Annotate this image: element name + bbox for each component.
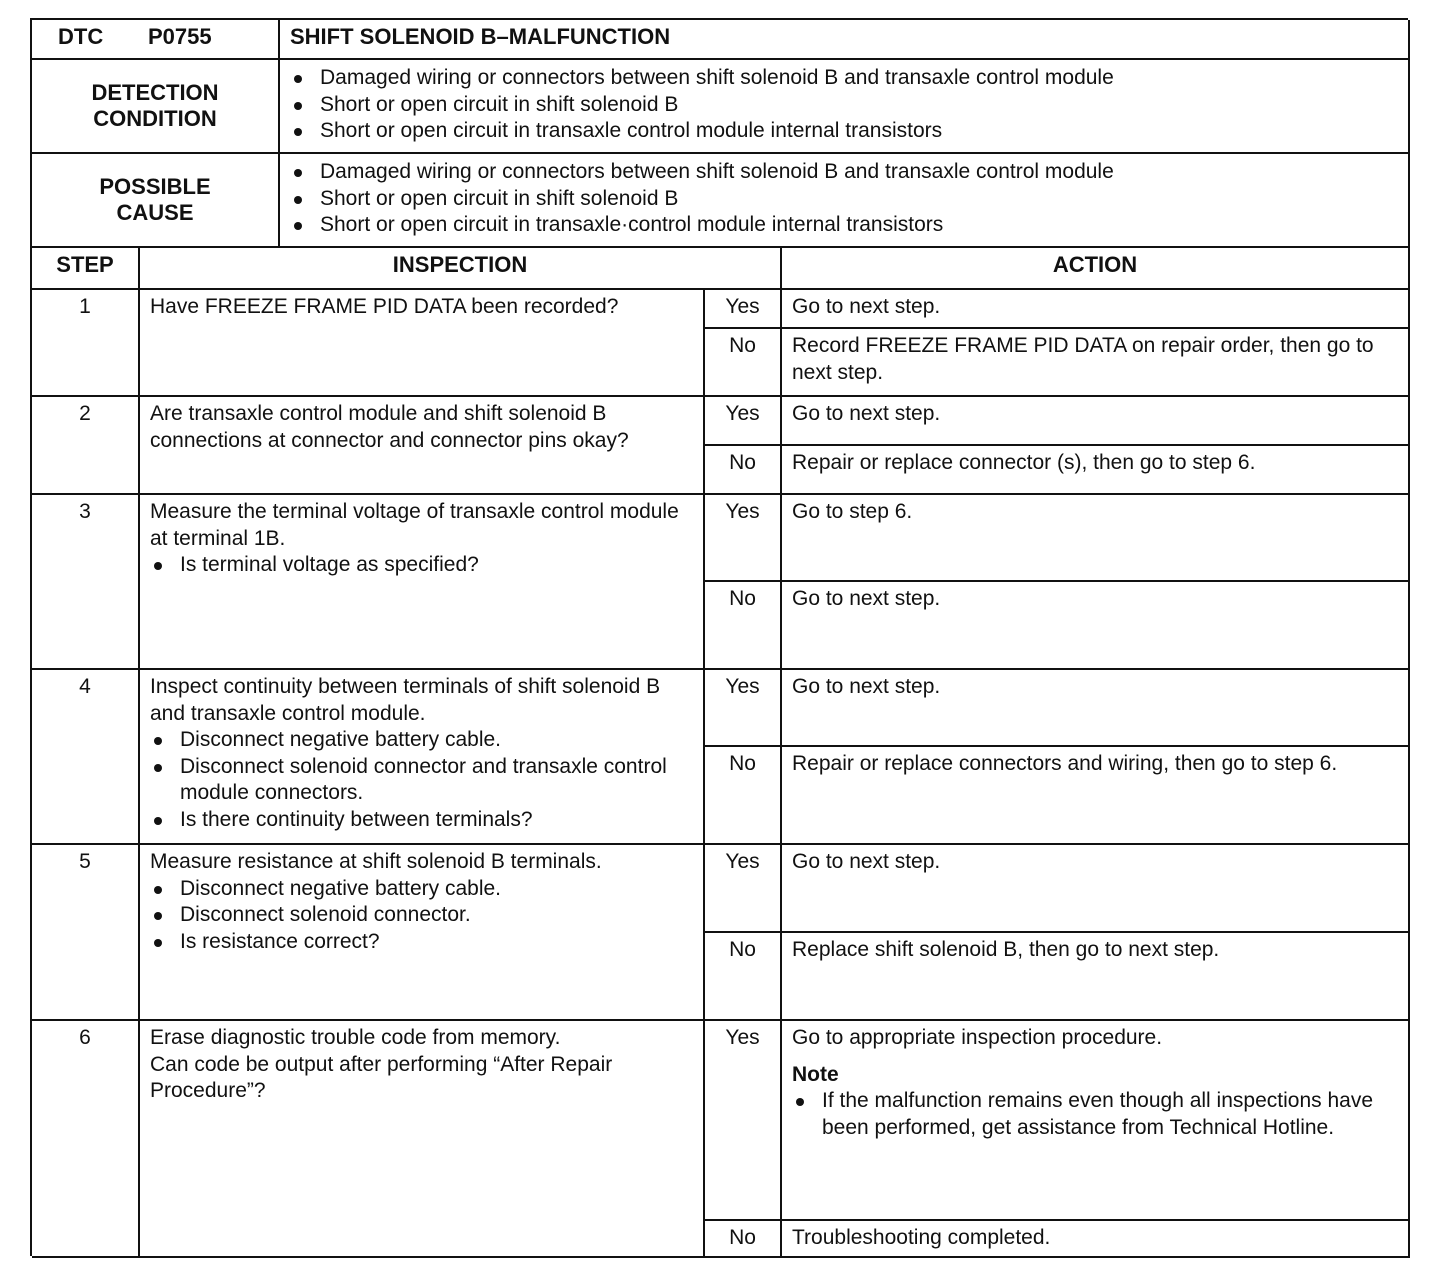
yes-label-cell [705, 845, 782, 933]
no-label-cell [705, 747, 782, 845]
yes-label: Yes [725, 850, 760, 873]
no-label: No [729, 752, 756, 775]
yes-action-cell [782, 290, 1410, 329]
yes-label-cell [705, 290, 782, 329]
detection-item: Short or open circuit in shift solenoid B [290, 92, 1398, 119]
bullet-item: Disconnect negative battery cable. [150, 876, 693, 903]
no-label-cell [705, 446, 782, 495]
action-header [782, 248, 1410, 290]
yes-action-cell [782, 397, 1410, 446]
no-label-cell [705, 1221, 782, 1258]
step-number: 5 [79, 850, 91, 873]
step-number-cell [32, 290, 140, 397]
dtc-title-cell [280, 20, 1410, 60]
text-line: Record FREEZE FRAME PID DATA on repair order, then go to next step. [792, 334, 1374, 384]
no-label: No [729, 938, 756, 961]
no-label-cell [705, 329, 782, 397]
no-label: No [729, 587, 756, 610]
step-number-cell [32, 397, 140, 495]
cause-label: POSSIBLE [99, 173, 211, 199]
dtc-code: P0755 [148, 24, 212, 49]
text-line: Go to next step. [792, 850, 941, 873]
step-number: 2 [79, 402, 91, 425]
no-action-cell [782, 933, 1410, 1021]
text-line: Repair or replace connector (s), then go to step 6. [792, 451, 1256, 474]
yes-label-cell [705, 670, 782, 747]
no-label-cell [705, 582, 782, 670]
no-action-cell [782, 582, 1410, 670]
yes-label: Yes [725, 675, 760, 698]
detection-label: CONDITION [93, 106, 217, 131]
inspection-cell [140, 845, 705, 1021]
inspection-cell [140, 397, 705, 495]
yes-action-cell [782, 670, 1410, 747]
no-label: No [729, 1226, 756, 1249]
bullet-item: Disconnect solenoid connector. [150, 902, 693, 929]
no-action-cell [782, 329, 1410, 397]
detection-item: Short or open circuit in transaxle control module internal transistors [290, 118, 1398, 145]
detection-item: Damaged wiring or connectors between shift solenoid B and transaxle control module [290, 65, 1398, 92]
cause-content [280, 154, 1410, 248]
step-number: 6 [79, 1026, 91, 1049]
yes-label-cell [705, 495, 782, 582]
dtc-troubleshooting-table [30, 18, 1408, 1256]
no-action-cell [782, 1221, 1410, 1258]
dtc-cell [32, 20, 280, 60]
step-number-cell [32, 845, 140, 1021]
text-line: Go to next step. [792, 402, 941, 425]
yes-label: Yes [725, 500, 760, 523]
text-line: Inspect continuity between terminals of shift solenoid B and transaxle control module. [150, 675, 661, 725]
text-line: Measure resistance at shift solenoid B terminals. [150, 850, 602, 873]
bullet-item: Disconnect negative battery cable. [150, 727, 693, 754]
action-header-label: ACTION [1052, 252, 1138, 277]
detection-content [280, 60, 1410, 154]
cause-label: CAUSE [116, 200, 194, 225]
cause-item: Damaged wiring or connectors between shift solenoid B and transaxle control module [290, 159, 1398, 186]
text-line: Troubleshooting completed. [792, 1226, 1051, 1249]
bullet-item: Is there continuity between terminals? [150, 807, 693, 834]
no-label: No [729, 334, 756, 357]
inspection-header [140, 248, 782, 290]
text-line: Measure the terminal voltage of transaxle control module at terminal 1B. [150, 500, 679, 550]
yes-action-cell [782, 1021, 1410, 1221]
detection-label: DETECTION [91, 79, 219, 105]
bullet-item: If the malfunction remains even though all inspections have been performed, get assistance from Technical Hotline. [792, 1088, 1398, 1141]
text-line: Have FREEZE FRAME PID DATA been recorded? [150, 295, 619, 318]
no-action-cell [782, 747, 1410, 845]
step-number-cell [32, 670, 140, 845]
no-label: No [729, 451, 756, 474]
inspection-header-label: INSPECTION [392, 252, 528, 277]
inspection-cell [140, 670, 705, 845]
bullet-item: Is terminal voltage as specified? [150, 552, 693, 579]
text-line: Go to next step. [792, 675, 941, 698]
step-number: 1 [79, 295, 91, 318]
yes-action-cell [782, 495, 1410, 582]
yes-label: Yes [725, 295, 760, 318]
step-number-cell [32, 495, 140, 670]
yes-label: Yes [725, 1026, 760, 1049]
text-line: Repair or replace connectors and wiring, then go to step 6. [792, 752, 1338, 775]
text-line: Replace shift solenoid B, then go to next step. [792, 938, 1220, 961]
text-line: Go to next step. [792, 295, 941, 318]
text-line: Erase diagnostic trouble code from memory. [150, 1026, 561, 1049]
cause-label-cell [32, 154, 280, 248]
text-line: Are transaxle control module and shift solenoid B connections at connector and connector pins okay? [150, 402, 629, 452]
bullet-item: Is resistance correct? [150, 929, 693, 956]
no-action-cell [782, 446, 1410, 495]
bullet-item: Disconnect solenoid connector and transaxle control module connectors. [150, 754, 693, 807]
note-heading: Note [792, 1062, 839, 1086]
inspection-cell [140, 1021, 705, 1258]
step-number-cell [32, 1021, 140, 1258]
no-label-cell [705, 933, 782, 1021]
dtc-label: DTC [58, 24, 104, 49]
text-line: Go to step 6. [792, 500, 913, 523]
text-line: Go to appropriate inspection procedure. [792, 1026, 1163, 1049]
text-line: Go to next step. [792, 587, 941, 610]
detection-label-cell [32, 60, 280, 154]
text-line: Can code be output after performing “After Repair Procedure”? [150, 1052, 613, 1102]
step-number: 4 [79, 675, 91, 698]
yes-label: Yes [725, 402, 760, 425]
yes-action-cell [782, 845, 1410, 933]
step-header [32, 248, 140, 290]
cause-item: Short or open circuit in transaxle·control module internal transistors [290, 212, 1398, 239]
yes-label-cell [705, 1021, 782, 1221]
yes-label-cell [705, 397, 782, 446]
inspection-cell [140, 495, 705, 670]
inspection-cell [140, 290, 705, 397]
cause-item: Short or open circuit in shift solenoid B [290, 186, 1398, 213]
dtc-title: SHIFT SOLENOID B–MALFUNCTION [290, 24, 671, 49]
step-number: 3 [79, 500, 91, 523]
step-header-label: STEP [56, 252, 114, 277]
